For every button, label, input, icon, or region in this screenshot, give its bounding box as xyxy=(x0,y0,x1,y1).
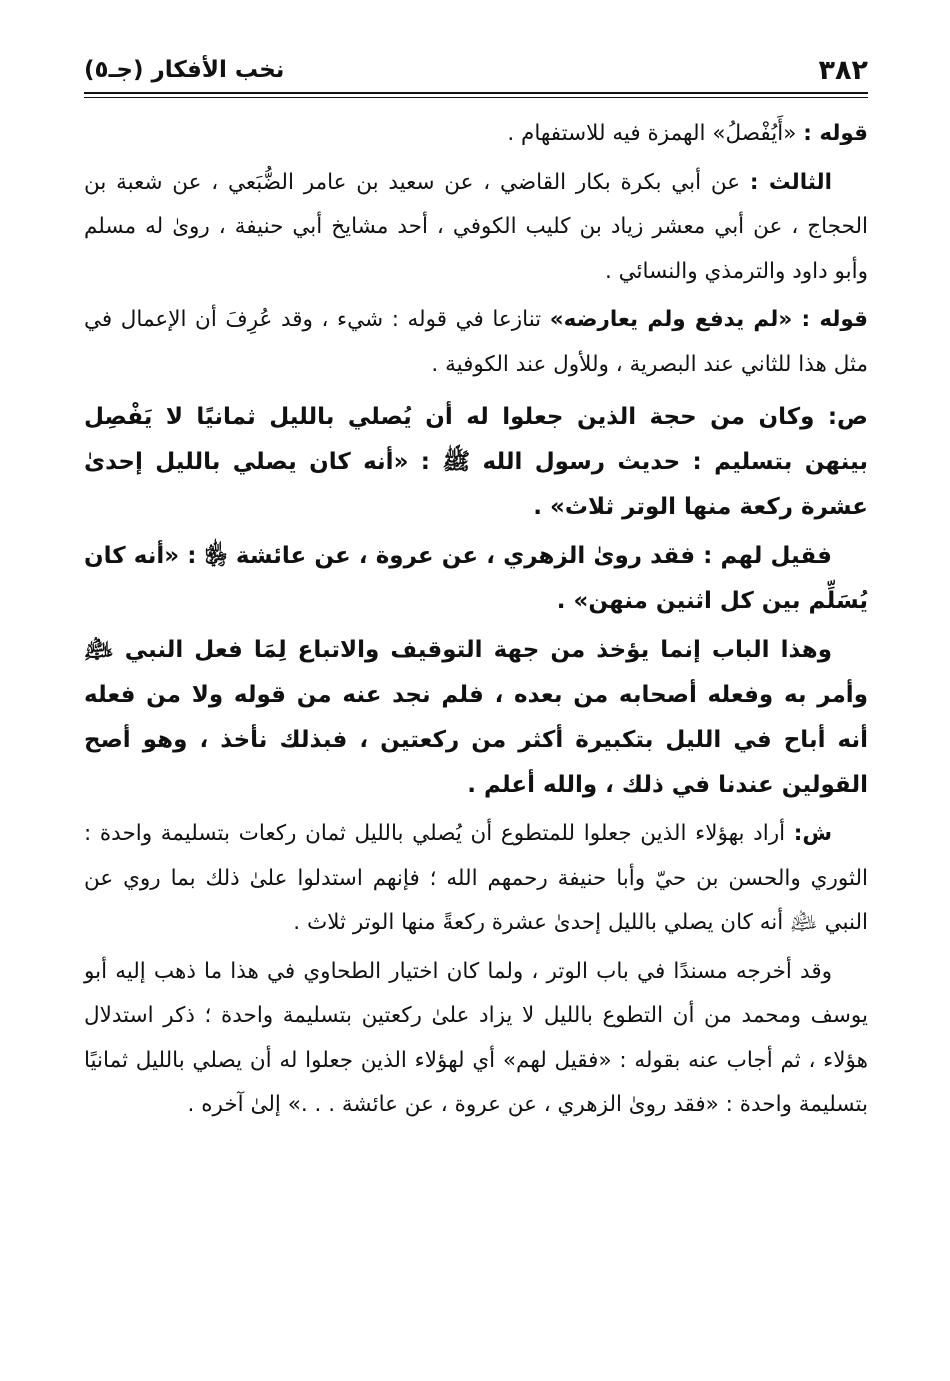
body-text xyxy=(84,112,868,1132)
paragraph-text: تنازعا في قوله : شيء ، وقد عُرِفَ أن الإعمال في مثل هذا للثاني عند البصرية ، وللأول عند الكوفية . xyxy=(84,307,868,377)
paragraph-main-text xyxy=(84,395,868,530)
paragraph-lead: ش: xyxy=(793,821,832,846)
paragraph-lead: قوله : «لم يدفع ولم يعارضه» xyxy=(549,307,868,332)
paragraph-text: وهذا الباب إنما يؤخذ من جهة التوقيف والاتباع لِمَا فعل النبي ﵇ وأمر به وفعله أصحابه من بعده ، فلم نجد عنه من قوله ولا من فعله أنه أباح في الليل بتكبيرة أكثر من ركعتين ، فبذلك نأخذ ، وهو أصح القولين عندنا في ذلك ، والله أعلم . xyxy=(84,637,868,798)
paragraph-text: عن أبي بكرة بكار القاضي ، عن سعيد بن عامر الضُّبَعي ، عن شعبة بن الحجاج ، عن أبي معشر زياد بن كليب الكوفي ، أحد مشايخ أبي حنيفة ، روىٰ له مسلم وأبو داود والترمذي والنسائي . xyxy=(84,169,868,284)
page-number: ٣٨٢ xyxy=(818,54,868,86)
paragraph-text: أراد بهؤلاء الذين جعلوا للمتطوع أن يُصلي بالليل ثمان ركعات بتسليمة واحدة : الثوري والحسن بن حيّ وأبا حنيفة رحمهم الله ؛ فإنهم استدلوا علىٰ ذلك بما روي عن النبي ﵇ أنه كان يصلي بالليل إحدىٰ عشرة ركعةً منها الوتر ثلاث . xyxy=(84,821,868,935)
paragraph-explanation-1 xyxy=(84,812,868,946)
paragraph-main-text-3 xyxy=(84,628,868,808)
page-header xyxy=(84,50,868,90)
paragraph-lead: قوله : xyxy=(803,121,868,146)
paragraph-text: فقيل لهم : فقد روىٰ الزهري ، عن عروة ، عن عائشة ﵂ : «أنه كان يُسَلِّم بين كل اثنين منهن» . xyxy=(84,543,868,614)
paragraph-text: «أَيُفْصلُ» الهمزة فيه للاستفهام . xyxy=(507,121,804,146)
header-rule xyxy=(84,92,868,98)
paragraph-explanation-2 xyxy=(84,950,868,1128)
paragraph-main-text-2 xyxy=(84,534,868,624)
paragraph-chain-third xyxy=(84,161,868,295)
paragraph-commentary-2 xyxy=(84,298,868,387)
paragraph-lead: ص: xyxy=(827,404,868,430)
paragraph-commentary-1 xyxy=(84,112,868,157)
paragraph-lead: الثالث : xyxy=(749,169,832,195)
paragraph-text: وقد أخرجه مسندًا في باب الوتر ، ولما كان اختيار الطحاوي في هذا ما ذهب إليه أبو يوسف ومحمد من أن التطوع بالليل لا يزاد علىٰ ركعتين بتسليمة واحدة ؛ ذكر استدلال هؤلاء ، ثم أجاب عنه بقوله : «فقيل لهم» أي لهؤلاء الذين جعلوا له أن يصلي بالليل ثمانيًا بتسليمة واحدة : «فقد روىٰ الزهري ، عن عروة ، عن عائشة . . .» إلىٰ آخره . xyxy=(84,958,868,1117)
book-title: نخب الأفكار (جـ٥) xyxy=(84,57,285,83)
paragraph-text: وكان من حجة الذين جعلوا له أن يُصلي بالليل ثمانيًا لا يَفْصِل بينهن بتسليم : حديث رسول الله ﷺ : «أنه كان يصلي بالليل إحدىٰ عشرة ركعة منها الوتر ثلاث» . xyxy=(84,404,868,520)
